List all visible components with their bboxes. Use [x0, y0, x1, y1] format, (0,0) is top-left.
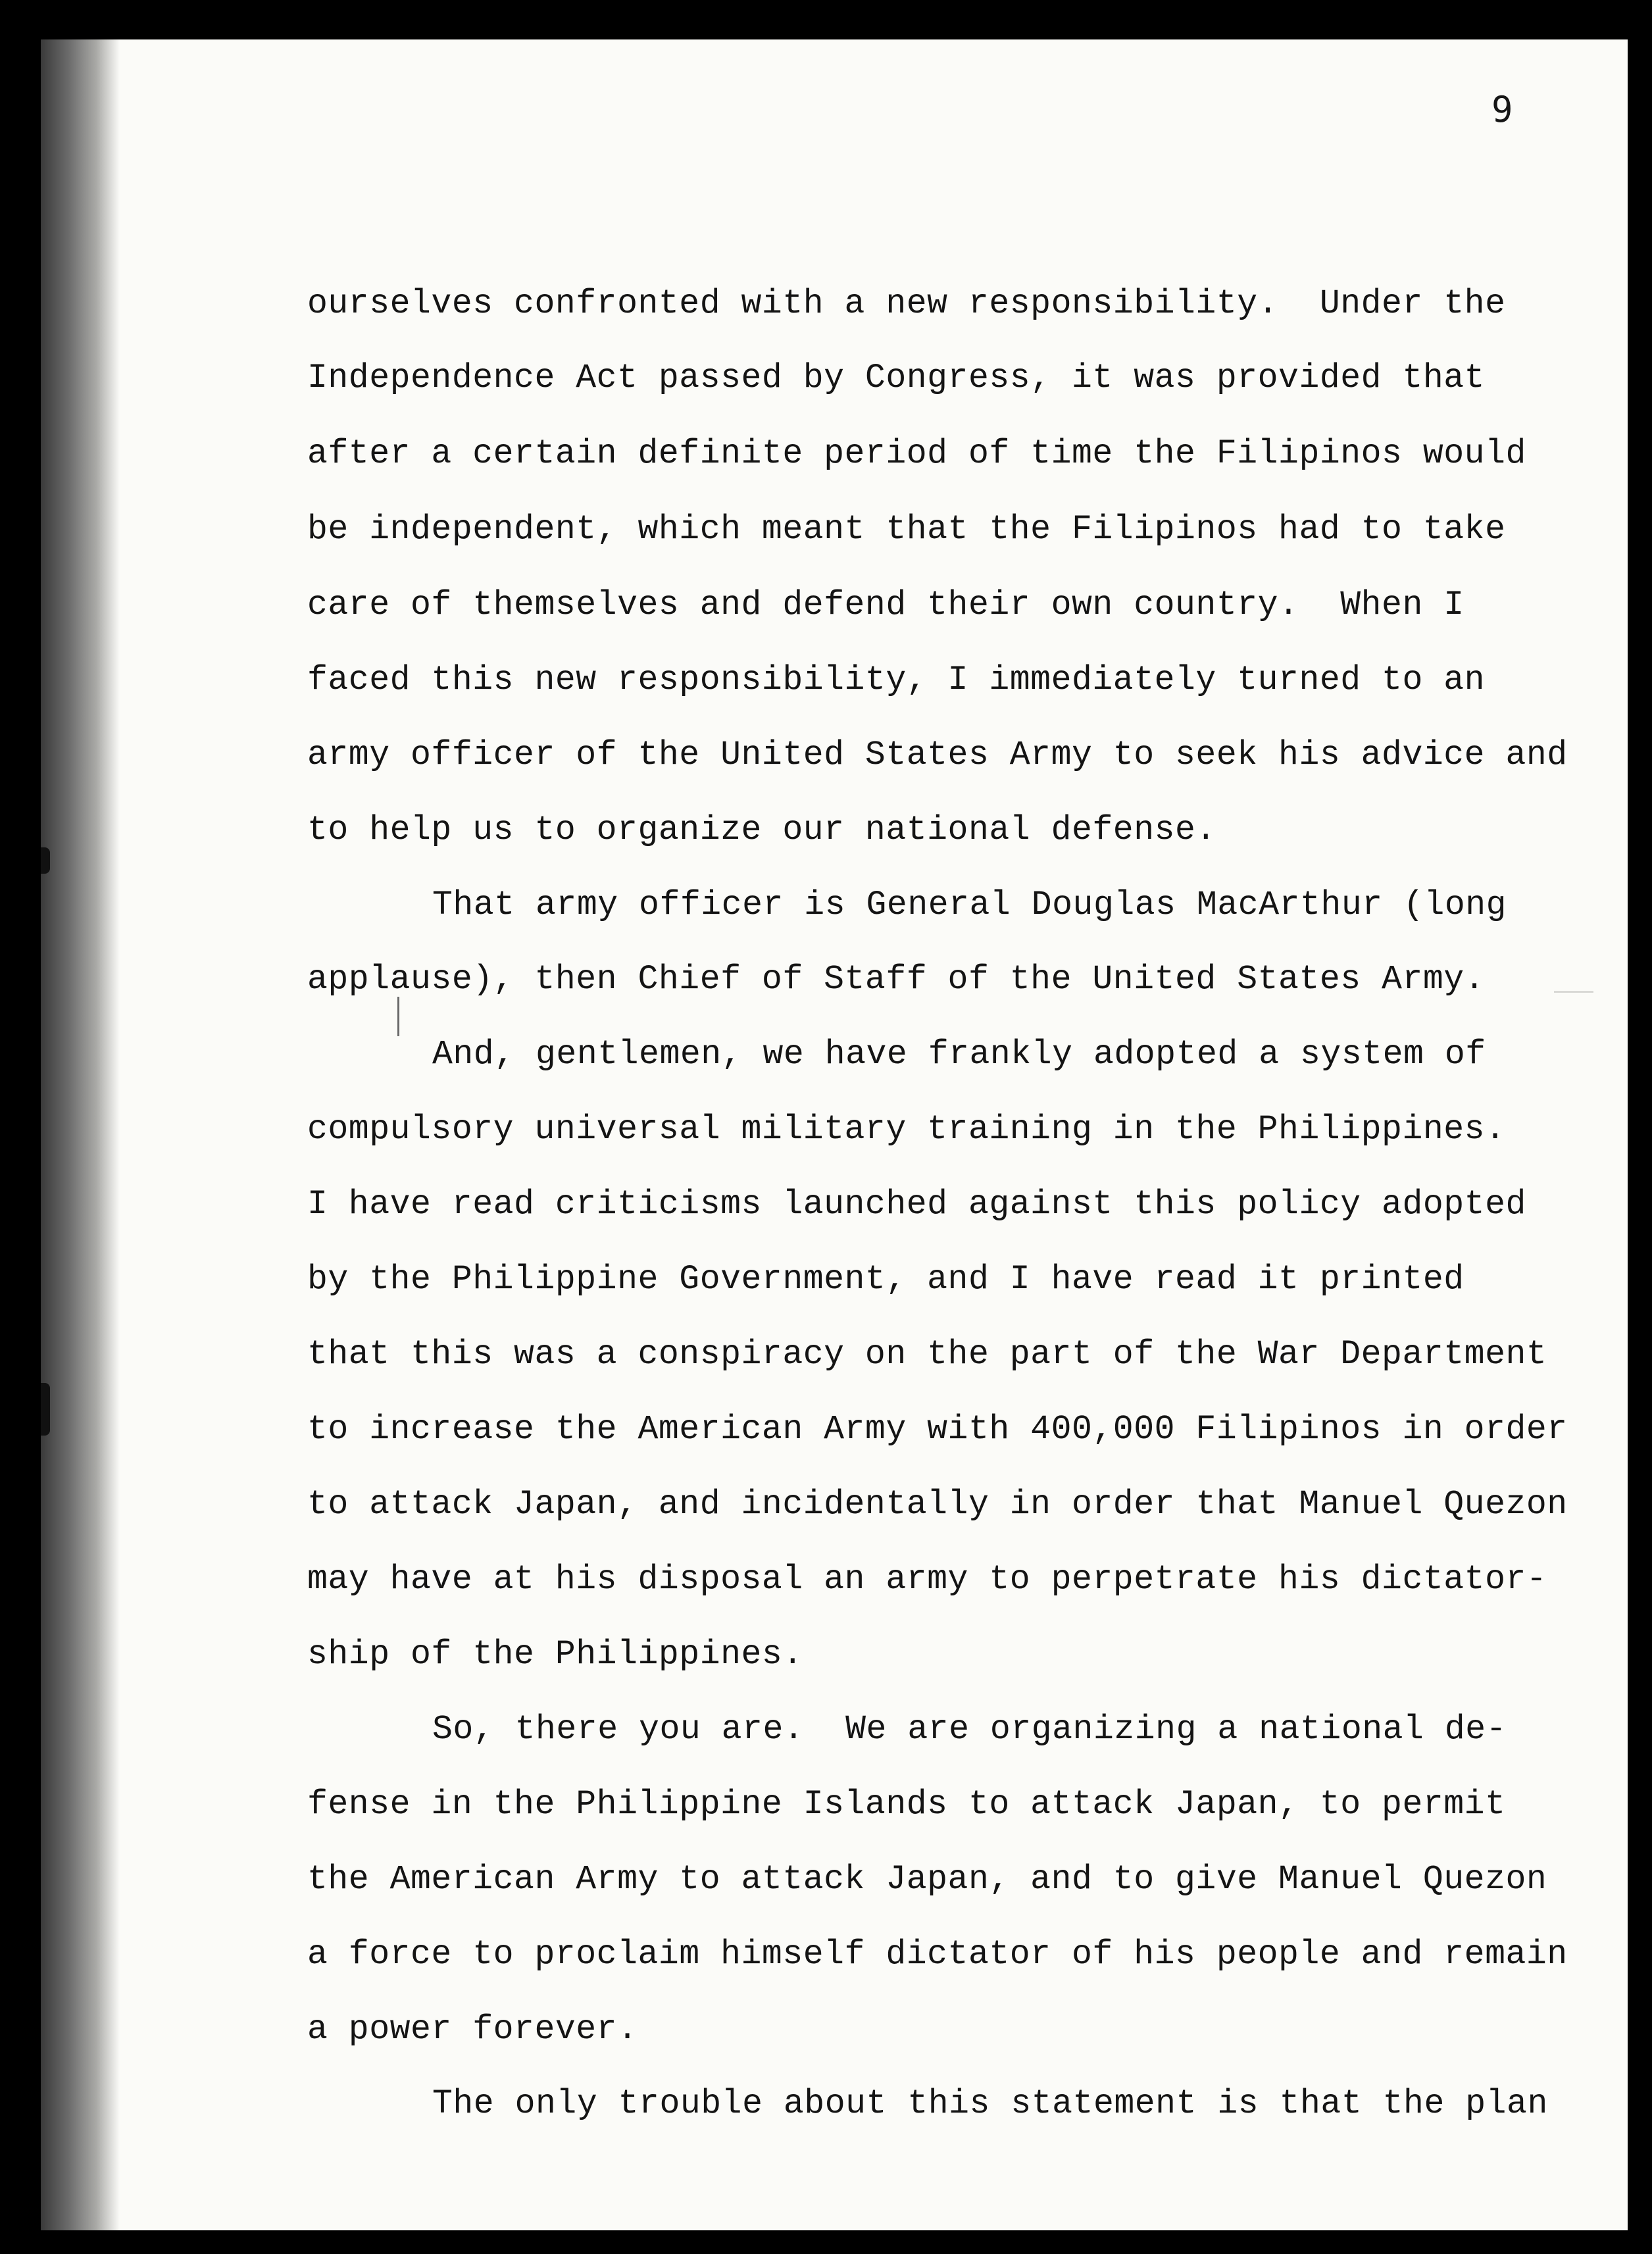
text-line: applause), then Chief of Staff of the United States Army.: [307, 961, 1486, 999]
paragraph-start-line: So, there you are. We are organizing a national de-: [432, 1711, 1507, 1749]
text-line: after a certain definite period of time the Filipinos would: [307, 435, 1526, 473]
margin-tick: [1554, 991, 1593, 993]
page-number: 9: [1491, 89, 1513, 130]
paragraph-start-line: The only trouble about this statement is that the plan: [432, 2085, 1548, 2123]
text-line: ship of the Philippines.: [307, 1636, 803, 1674]
text-line: faced this new responsibility, I immediately turned to an: [307, 661, 1486, 699]
binding-hole-mark: [41, 847, 50, 874]
text-line: that this was a conspiracy on the part of the War Department: [307, 1336, 1547, 1374]
text-line: army officer of the United States Army to seek his advice and: [307, 736, 1568, 774]
text-line: to increase the American Army with 400,000 Filipinos in order: [307, 1411, 1568, 1449]
text-line: may have at his disposal an army to perpetrate his dictator-: [307, 1561, 1547, 1599]
text-line: Independence Act passed by Congress, it was provided that: [307, 359, 1486, 397]
text-line: the American Army to attack Japan, and to give Manuel Quezon: [307, 1861, 1547, 1899]
text-line: to attack Japan, and incidentally in order that Manuel Quezon: [307, 1486, 1568, 1524]
text-line: I have read criticisms launched against this policy adopted: [307, 1186, 1526, 1224]
pencil-margin-mark: [397, 997, 399, 1036]
text-line: fense in the Philippine Islands to attack Japan, to permit: [307, 1786, 1506, 1824]
binding-hole-mark: [41, 1383, 50, 1436]
text-line: compulsory universal military training in the Philippines.: [307, 1111, 1506, 1149]
paragraph-start-line: And, gentlemen, we have frankly adopted a system of: [432, 1036, 1486, 1074]
text-line: be independent, which meant that the Filipinos had to take: [307, 511, 1506, 549]
text-line: a power forever.: [307, 2011, 638, 2049]
text-line: by the Philippine Government, and I have read it printed: [307, 1261, 1464, 1299]
paragraph-start-line: That army officer is General Douglas MacArthur (long: [432, 886, 1507, 924]
text-line: care of themselves and defend their own country. When I: [307, 586, 1464, 624]
binding-shadow: [41, 39, 120, 2230]
document-page: [41, 39, 1628, 2230]
text-line: ourselves confronted with a new responsibility. Under the: [307, 285, 1506, 323]
text-line: a force to proclaim himself dictator of his people and remain: [307, 1936, 1568, 1974]
text-line: to help us to organize our national defense.: [307, 811, 1216, 849]
